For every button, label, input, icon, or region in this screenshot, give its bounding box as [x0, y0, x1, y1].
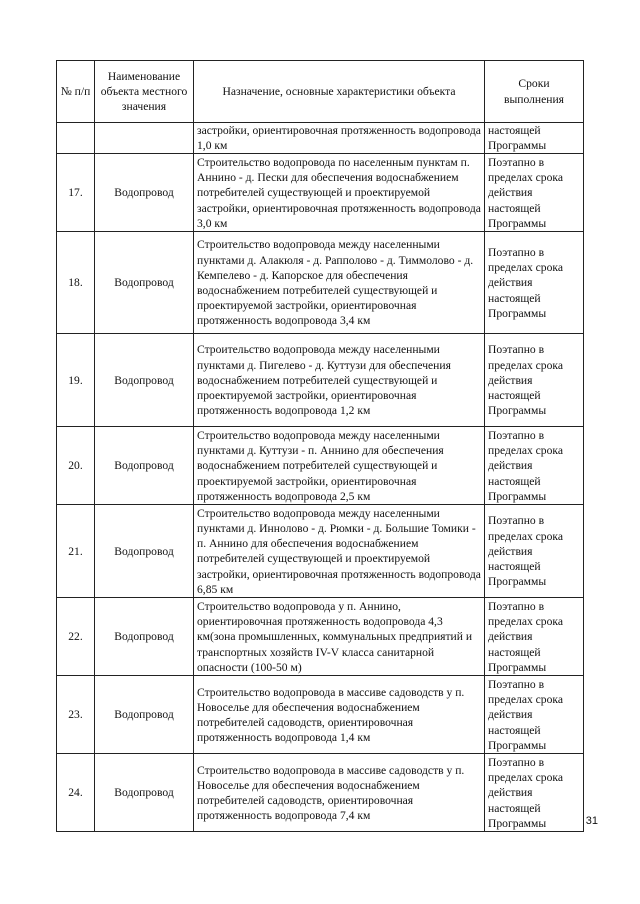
row-description: Строительство водопровода в массиве садоводств у п. Новоселье для обеспечения водоснабжением потребителей садоводств, ориентировочная протяженность водопровода 7,4 км: [194, 754, 485, 832]
table-row: [57, 232, 584, 334]
row-description: Строительство водопровода между населенными пунктами д. Пигелево - д. Куттузи для обеспечения водоснабжением потребителей существующей и проектируемой застройки, ориентировочная протяженность водопровода 1,2 км: [194, 334, 485, 427]
objects-table: [56, 60, 584, 832]
row-terms: настоящей Программы: [485, 123, 584, 154]
row-description: Строительство водопровода между населенными пунктами д. Куттузи - п. Аннино для обеспечения водоснабжением потребителей существующей и проектируемой застройки, ориентировочная протяженность водопровода 2,5 км: [194, 427, 485, 505]
row-number: 21.: [57, 505, 95, 598]
row-terms: Поэтапно в пределах срока действия настоящей Программы: [485, 505, 584, 598]
table-header-row: [57, 61, 584, 123]
row-object-name: Водопровод: [95, 427, 194, 505]
row-description: Строительство водопровода в массиве садоводств у п. Новоселье для обеспечения водоснабжением потребителей садоводств, ориентировочная протяженность водопровода 1,4 км: [194, 676, 485, 754]
row-description: застройки, ориентировочная протяженность водопровода 1,0 км: [194, 123, 485, 154]
row-description: Строительство водопровода у п. Аннино, ориентировочная протяженность водопровода 4,3 км(зона промышленных, коммунальных предприятий и транспортных хозяйств IV-V класса санитарной опасности (100-50 м): [194, 598, 485, 676]
row-number: 19.: [57, 334, 95, 427]
row-number: 20.: [57, 427, 95, 505]
row-description: Строительство водопровода между населенными пунктами д. Иннолово - д. Рюмки - д. Большие Томики - п. Аннино для обеспечения водоснабжением потребителей существующей и проектируемой застройки, ориентировочная протяженность водопровода 6,85 км: [194, 505, 485, 598]
row-number: 17.: [57, 154, 95, 232]
table-row: [57, 154, 584, 232]
header-name: Наименование объекта местного значения: [95, 61, 194, 123]
row-description: Строительство водопровода по населенным пунктам п. Аннино - д. Пески для обеспечения водоснабжением потребителей существующей и проектируемой застройки, ориентировочная протяженность водопровода 3,0 км: [194, 154, 485, 232]
row-terms: Поэтапно в пределах срока действия настоящей Программы: [485, 232, 584, 334]
row-object-name: [95, 123, 194, 154]
table-row: [57, 754, 584, 832]
row-terms: Поэтапно в пределах срока действия настоящей Программы: [485, 754, 584, 832]
table-row: [57, 505, 584, 598]
page-number: 31: [585, 815, 598, 827]
table-row: [57, 123, 584, 154]
row-number: 23.: [57, 676, 95, 754]
table-row: [57, 334, 584, 427]
row-number: 22.: [57, 598, 95, 676]
row-object-name: Водопровод: [95, 154, 194, 232]
row-object-name: Водопровод: [95, 232, 194, 334]
header-number: № п/п: [57, 61, 95, 123]
header-terms: Сроки выполнения: [485, 61, 584, 123]
row-number: 18.: [57, 232, 95, 334]
row-object-name: Водопровод: [95, 334, 194, 427]
row-number: [57, 123, 95, 154]
table-row: [57, 427, 584, 505]
row-object-name: Водопровод: [95, 676, 194, 754]
row-terms: Поэтапно в пределах срока действия настоящей Программы: [485, 334, 584, 427]
row-object-name: Водопровод: [95, 754, 194, 832]
table-row: [57, 676, 584, 754]
row-object-name: Водопровод: [95, 505, 194, 598]
row-terms: Поэтапно в пределах срока действия настоящей Программы: [485, 154, 584, 232]
table-row: [57, 598, 584, 676]
row-object-name: Водопровод: [95, 598, 194, 676]
header-purpose: Назначение, основные характеристики объекта: [194, 61, 485, 123]
row-terms: Поэтапно в пределах срока действия настоящей Программы: [485, 676, 584, 754]
row-number: 24.: [57, 754, 95, 832]
row-description: Строительство водопровода между населенными пунктами д. Алакюля - д. Рапполово - д. Тиммолово - д. Кемпелево - д. Капорское для обеспечения водоснабжением потребителей существующей и проектируемой застройки, ориентировочная протяженность водопровода 3,4 км: [194, 232, 485, 334]
row-terms: Поэтапно в пределах срока действия настоящей Программы: [485, 598, 584, 676]
row-terms: Поэтапно в пределах срока действия настоящей Программы: [485, 427, 584, 505]
